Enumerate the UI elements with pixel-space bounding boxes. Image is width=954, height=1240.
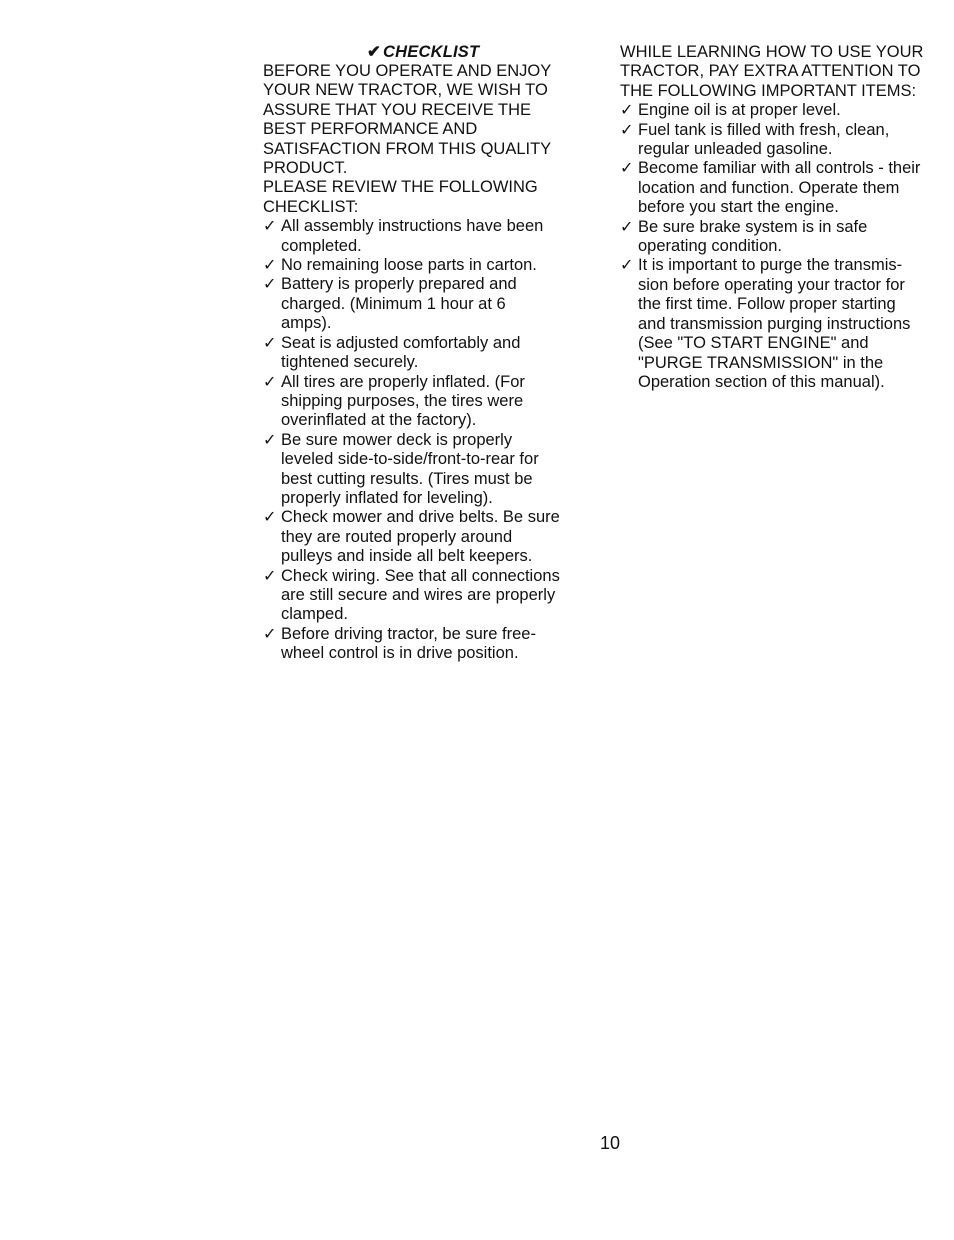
check-icon: ✓ bbox=[263, 567, 277, 585]
checklist-item bbox=[620, 121, 945, 160]
checklist-item-text: All assembly instructions have been completed. bbox=[281, 217, 544, 255]
checklist-item bbox=[263, 567, 598, 625]
check-icon: ✓ bbox=[263, 276, 277, 294]
checklist-item bbox=[263, 625, 598, 664]
checklist-item-text: Check wiring. See that all connections are still secure and wires are properly clamped. bbox=[281, 566, 560, 624]
checklist-item-text: All tires are properly inflated. (For shipping purposes, the tires were overinflated at the factory). bbox=[281, 372, 525, 430]
check-icon: ✓ bbox=[620, 257, 634, 275]
check-icon: ✓ bbox=[263, 431, 277, 449]
checklist-item-text: Become familiar with all controls - their location and function. Operate them before you start the engine. bbox=[638, 159, 921, 217]
check-icon: ✓ bbox=[263, 257, 277, 275]
checklist-title: CHECKLIST bbox=[383, 43, 480, 61]
checklist-item bbox=[620, 256, 945, 392]
checklist-left bbox=[263, 217, 598, 663]
checklist-item-text: Before driving tractor, be sure free- wheel control is in drive position. bbox=[281, 624, 536, 663]
learning-paragraph: WHILE LEARNING HOW TO USE YOUR TRACTOR, PAY EXTRA ATTENTION TO THE FOLLOWING IMPORTANT ITEMS: bbox=[620, 43, 924, 100]
checklist-heading bbox=[263, 43, 598, 62]
checklist-item-text: Check mower and drive belts. Be sure they are routed properly around pulleys and inside all belt keepers. bbox=[281, 508, 560, 566]
check-icon: ✓ bbox=[263, 625, 277, 643]
checklist-item bbox=[263, 334, 598, 373]
intro-paragraph: BEFORE YOU OPERATE AND ENJOY YOUR NEW TRACTOR, WE WISH TO ASSURE THAT YOU RECEIVE THE BEST PERFORMANCE AND SATISFACTION FROM THIS QUALITY PRODUCT. bbox=[263, 62, 552, 178]
checklist-item bbox=[263, 508, 598, 566]
check-icon: ✓ bbox=[263, 218, 277, 236]
checklist-item-text: Fuel tank is filled with fresh, clean, regular unleaded gasoline. bbox=[638, 120, 890, 159]
checklist-item bbox=[263, 431, 598, 509]
checklist-item bbox=[263, 256, 598, 275]
check-icon: ✓ bbox=[263, 334, 277, 352]
checklist-item-text: It is important to purge the transmis- sion before operating your tractor for the first time. Follow proper starting and transmission purging instructions (See "TO START ENGINE" and "PURGE TRANSMISSION" in the Operation section of this manual). bbox=[638, 256, 911, 391]
checklist-item-text: Battery is properly prepared and charged. (Minimum 1 hour at 6 amps). bbox=[281, 275, 517, 333]
check-icon: ✓ bbox=[263, 509, 277, 527]
checklist-item-text: Seat is adjusted comfortably and tightened securely. bbox=[281, 333, 521, 372]
checkmark-icon: ✔ bbox=[367, 43, 382, 61]
checklist-item bbox=[620, 218, 945, 257]
check-icon: ✓ bbox=[263, 373, 277, 391]
check-icon: ✓ bbox=[620, 121, 634, 139]
checklist-item bbox=[620, 101, 945, 120]
page-number: 10 bbox=[599, 1133, 621, 1153]
checklist-item bbox=[263, 275, 598, 333]
checklist-item-text: Engine oil is at proper level. bbox=[638, 101, 841, 120]
checklist-item-text: Be sure brake system is in safe operating condition. bbox=[638, 217, 868, 256]
checklist-item-text: No remaining loose parts in carton. bbox=[281, 256, 537, 275]
check-icon: ✓ bbox=[620, 102, 634, 120]
checklist-item bbox=[263, 373, 598, 431]
checklist-right bbox=[620, 101, 945, 392]
checklist-item bbox=[620, 159, 945, 217]
checklist-item-text: Be sure mower deck is properly leveled side-to-side/front-to-rear for best cutting results. (Tires must be properly inflated for leveling). bbox=[281, 430, 539, 507]
check-icon: ✓ bbox=[620, 160, 634, 178]
checklist-item bbox=[263, 217, 598, 256]
review-paragraph: PLEASE REVIEW THE FOLLOWING CHECKLIST: bbox=[263, 178, 538, 216]
left-column bbox=[263, 43, 598, 664]
check-icon: ✓ bbox=[620, 218, 634, 236]
right-column bbox=[620, 43, 945, 392]
